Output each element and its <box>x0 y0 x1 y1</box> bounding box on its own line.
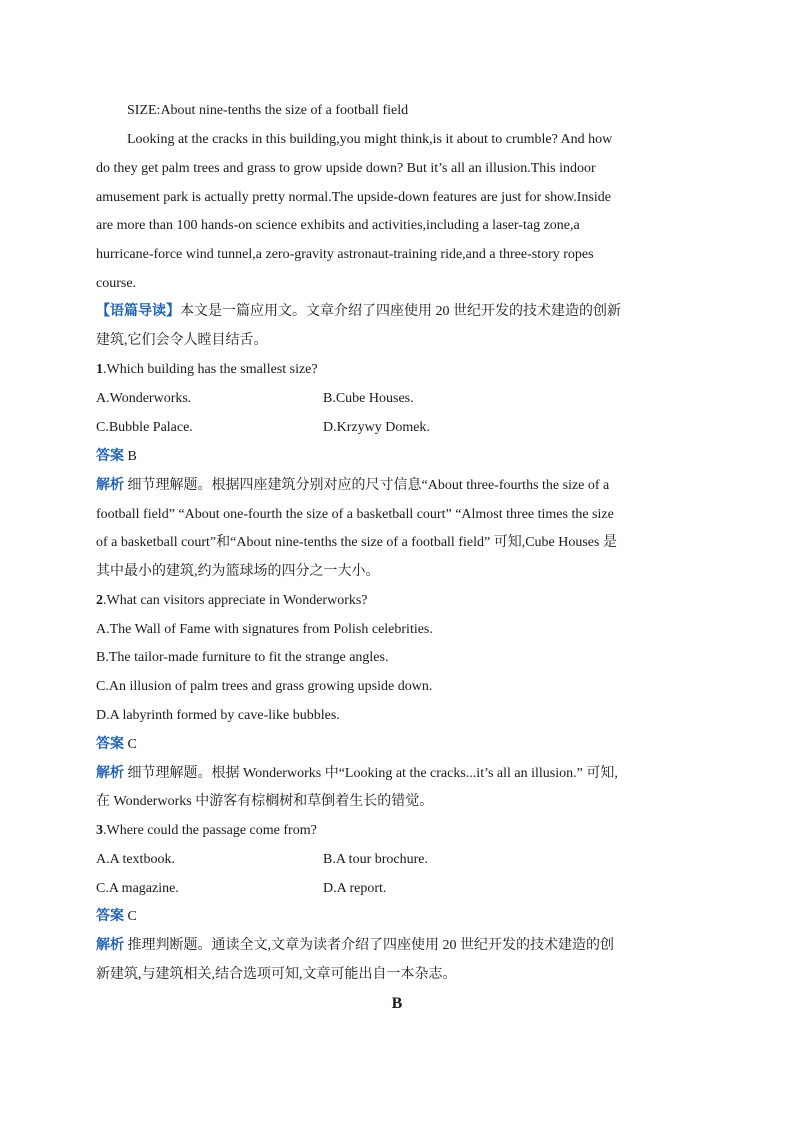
analysis-text: 细节理解题。根据四座建筑分别对应的尺寸信息“About three-fourths the size of a <box>124 478 610 493</box>
question-stem <box>96 360 696 380</box>
guide-text: 本文是一篇应用文。文章介绍了四座使用 20 世纪开发的技术建造的创新 <box>180 304 621 319</box>
analysis-text: 细节理解题。根据 Wonderworks 中“Looking at the cracks...it’s all an illusion.” 可知, <box>124 766 618 781</box>
guide-line: 建筑,它们会令人瞠目结舌。 <box>96 333 268 348</box>
answer-value: B <box>124 449 137 464</box>
option-c: C.An illusion of palm trees and grass growing upside down. <box>96 679 433 694</box>
answer-label: 答案 <box>96 449 124 464</box>
passage-line: hurricane-force wind tunnel,a zero-gravity astronaut-training ride,and a three-story ropes <box>96 247 594 262</box>
analysis-line: 新建筑,与建筑相关,结合选项可知,文章可能出自一本杂志。 <box>96 967 457 982</box>
option-a: A.The Wall of Fame with signatures from Polish celebrities. <box>96 622 433 637</box>
question-stem <box>96 821 696 841</box>
question-number: 1 <box>96 362 103 377</box>
analysis-line <box>96 476 696 496</box>
answer-label: 答案 <box>96 737 124 752</box>
option-row <box>96 389 696 409</box>
option-b: B.A tour brochure. <box>323 852 428 867</box>
question-number: 2 <box>96 593 103 608</box>
option-d: D.Krzywy Domek. <box>323 420 430 435</box>
analysis-label: 解析 <box>96 766 124 781</box>
guide-line <box>96 302 696 322</box>
analysis-line: of a basketball court”和“About nine-tenths the size of a football field” 可知,Cube Houses 是 <box>96 535 617 550</box>
guide-label: 【语篇导读】 <box>96 304 180 319</box>
option-a: A.A textbook. <box>96 852 175 867</box>
option-a: A.Wonderworks. <box>96 391 192 406</box>
analysis-text: 推理判断题。通读全文,文章为读者介绍了四座使用 20 世纪开发的技术建造的创 <box>124 938 614 953</box>
analysis-label: 解析 <box>96 938 124 953</box>
analysis-line: 在 Wonderworks 中游客有棕榈树和草倒着生长的错觉。 <box>96 794 434 809</box>
question-stem <box>96 591 696 611</box>
passage-line: Looking at the cracks in this building,you might think,is it about to crumble? And how <box>127 132 613 147</box>
option-d: D.A labyrinth formed by cave-like bubbles. <box>96 708 340 723</box>
answer-label: 答案 <box>96 909 124 924</box>
option-b: B.The tailor-made furniture to fit the strange angles. <box>96 650 389 665</box>
question-text: .What can visitors appreciate in Wonderworks? <box>103 593 368 608</box>
size-line: SIZE:About nine-tenths the size of a football field <box>127 103 409 118</box>
analysis-line: 其中最小的建筑,约为篮球场的四分之一大小。 <box>96 564 380 579</box>
answer-line <box>96 907 696 927</box>
option-row <box>96 879 696 899</box>
answer-value: C <box>124 737 137 752</box>
option-b: B.Cube Houses. <box>323 391 414 406</box>
analysis-line <box>96 764 696 784</box>
option-row <box>96 418 696 438</box>
option-c: C.Bubble Palace. <box>96 420 193 435</box>
passage-line: are more than 100 hands-on science exhibits and activities,including a laser-tag zone,a <box>96 218 580 233</box>
analysis-line: football field” “About one-fourth the size of a basketball court” “Almost three times the size <box>96 507 614 522</box>
answer-line <box>96 735 696 755</box>
answer-line <box>96 447 696 467</box>
analysis-line <box>96 936 696 956</box>
passage-line: do they get palm trees and grass to grow upside down? But it’s all an illusion.This indoor <box>96 161 596 176</box>
question-text: .Where could the passage come from? <box>103 823 317 838</box>
question-text: .Which building has the smallest size? <box>103 362 318 377</box>
passage-line: amusement park is actually pretty normal.The upside-down features are just for show.Inside <box>96 190 611 205</box>
section-heading: B <box>391 995 403 1012</box>
option-d: D.A report. <box>323 881 387 896</box>
analysis-label: 解析 <box>96 478 124 493</box>
option-c: C.A magazine. <box>96 881 179 896</box>
option-row <box>96 850 696 870</box>
question-number: 3 <box>96 823 103 838</box>
passage-line: course. <box>96 276 137 291</box>
answer-value: C <box>124 909 137 924</box>
